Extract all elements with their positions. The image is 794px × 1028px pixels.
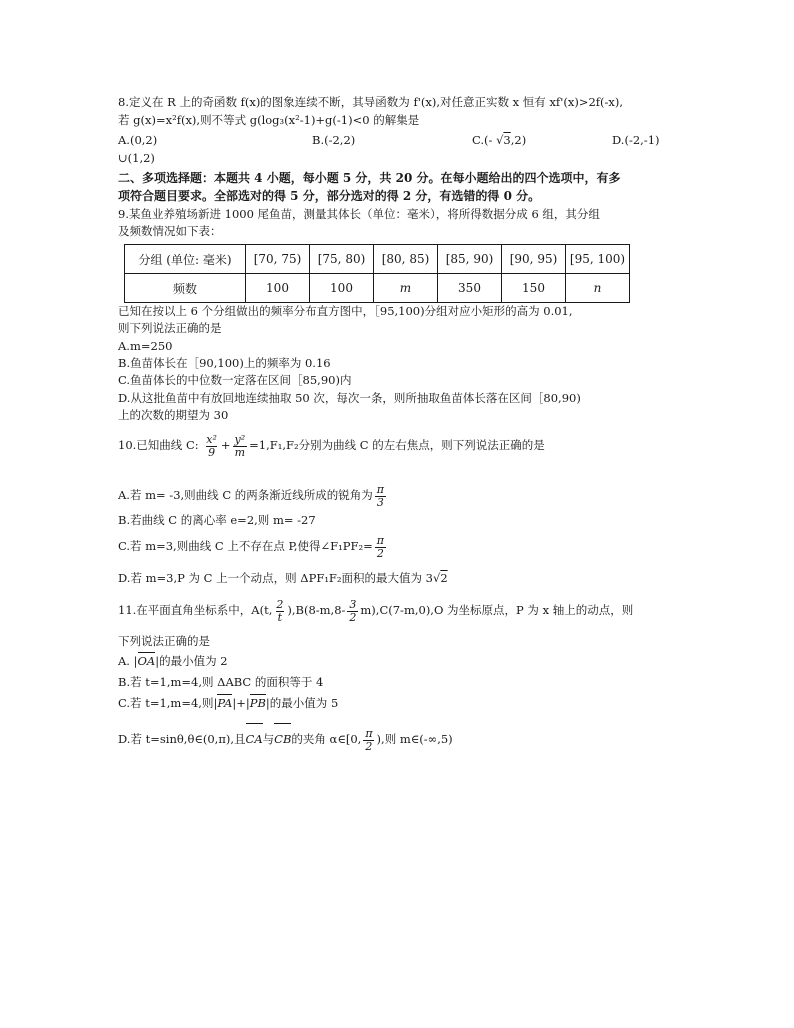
sqrt-icon: √ bbox=[433, 571, 441, 585]
fraction-2-over-t: $\frac{2}{t}$ bbox=[276, 597, 284, 624]
table-count-cell: n bbox=[566, 274, 630, 303]
q11-option-d-post: ),则 m∈(-∞,5) bbox=[376, 732, 453, 746]
table-group-cell: [70, 75) bbox=[246, 245, 310, 274]
q9-option-c: C.鱼苗体长的中位数一定落在区间［85,90)内 bbox=[118, 373, 352, 387]
q10-option-d bbox=[118, 570, 448, 586]
q10-option-b: B.若曲线 C 的离心率 e=2,则 m= -27 bbox=[118, 513, 316, 527]
table-row-groups bbox=[125, 245, 630, 274]
table-group-cell: [85, 90) bbox=[438, 245, 502, 274]
q11-mid: ),B(8-m,8- bbox=[287, 603, 346, 617]
q8-option-c-post: ,2) bbox=[510, 133, 527, 147]
section2-line1: 二、多项选择题：本题共 4 小题，每小题 5 分，共 20 分。在每小题给出的四个选项中，有多 bbox=[118, 171, 621, 185]
q8-option-d-cont: ∪(1,2) bbox=[118, 151, 155, 165]
q9-line3: 已知在按以上 6 个分组做出的频率分布直方图中，［95,100)分组对应小矩形的高为 0.01, bbox=[118, 304, 573, 318]
q9-option-b: B.鱼苗体长在［90,100)上的频率为 0.16 bbox=[118, 356, 331, 370]
q9-line4: 则下列说法正确的是 bbox=[118, 321, 222, 335]
q10-post: =1,F₁,F₂分别为曲线 C 的左右焦点，则下列说法正确的是 bbox=[249, 438, 545, 452]
q11-option-a-pre: A. | bbox=[118, 654, 138, 668]
q11-option-d-mid: 与 bbox=[262, 732, 275, 746]
table-count-cell: 350 bbox=[438, 274, 502, 303]
q11-line2: 下列说法正确的是 bbox=[118, 634, 210, 648]
q10-option-d-radicand: 2 bbox=[440, 571, 448, 585]
table-count-label: 频数 bbox=[125, 274, 246, 303]
q10-stem bbox=[118, 430, 545, 460]
fraction-3-over-2: $\frac{3}{2}$ bbox=[349, 597, 357, 624]
fraction-pi-over-3: $\frac{\pi}{3}$ bbox=[376, 482, 385, 509]
frequency-table bbox=[124, 244, 630, 303]
q8-line2: 若 g(x)=x²f(x),则不等式 g(log₃(x²-1)+g(-1)<0 的解集是 bbox=[118, 113, 420, 127]
q9-option-d-line1: D.从这批鱼苗中有放回地连续抽取 50 次，每次一条，则所抽取鱼苗体长落在区间［80,90) bbox=[118, 391, 581, 405]
q11-stem bbox=[118, 594, 633, 626]
q8-option-a: A.(0,2) bbox=[118, 133, 158, 147]
q8-line1: 8.定义在 R 上的奇函数 f(x)的图象连续不断，其导函数为 f'(x),对任意正实数 x 恒有 xf'(x)>2f(-x), bbox=[118, 95, 624, 109]
table-count-cell: 100 bbox=[246, 274, 310, 303]
q10-option-c bbox=[118, 531, 388, 561]
fraction-y2-over-m: $\frac{\text{y²}}{m}$ bbox=[234, 432, 246, 459]
table-group-cell: [95, 100) bbox=[566, 245, 630, 274]
table-header-label: 分组 (单位: 毫米) bbox=[125, 245, 246, 274]
q11-option-c-pre: C.若 t=1,m=4,则| bbox=[118, 696, 218, 710]
vector-pb: PB bbox=[249, 696, 266, 710]
q10-option-a-text: A.若 m= -3,则曲线 C 的两条渐近线所成的锐角为 bbox=[118, 488, 373, 502]
vector-cb: CB bbox=[274, 724, 291, 754]
table-row-counts bbox=[125, 274, 630, 303]
vector-pa: PA bbox=[217, 696, 233, 710]
q10-option-c-text: C.若 m=3,则曲线 C 上不存在点 P,使得∠F₁PF₂= bbox=[118, 539, 373, 553]
table-count-cell: m bbox=[374, 274, 438, 303]
q8-option-d: D.(-2,-1) bbox=[612, 133, 660, 147]
q8-option-c-pre: C.(- bbox=[472, 133, 493, 147]
q11-option-d bbox=[118, 724, 453, 754]
q9-line2: 及频数情况如下表： bbox=[118, 224, 222, 238]
vector-ca: CA bbox=[246, 724, 263, 754]
section2-line2: 项符合题目要求。全部选对的得 5 分，部分选对的得 2 分，有选错的得 0 分。 bbox=[118, 189, 541, 203]
q11-option-a-post: |的最小值为 2 bbox=[155, 654, 228, 668]
fraction-x2-over-9: $\frac{\text{x²}}{9}$ bbox=[206, 432, 217, 459]
q9-option-d-line2: 上的次数的期望为 30 bbox=[118, 408, 229, 422]
q9-option-a: A.m=250 bbox=[118, 339, 173, 353]
fraction-pi-over-2: $\frac{\pi}{2}$ bbox=[365, 726, 373, 753]
vector-oa: OA bbox=[137, 654, 156, 668]
q11-pre: 11.在平面直角坐标系中，A(t, bbox=[118, 603, 273, 617]
q11-option-b: B.若 t=1,m=4,则 ΔABC 的面积等于 4 bbox=[118, 675, 324, 689]
q9-line1: 9.某鱼业养殖场新进 1000 尾鱼苗，测量其体长（单位：毫米），将所得数据分成 6 组，其分组 bbox=[118, 207, 600, 221]
q10-plus: + bbox=[220, 438, 231, 452]
q10-option-a bbox=[118, 480, 388, 510]
q10-pre: 10.已知曲线 C: bbox=[118, 438, 199, 452]
q11-post: m),C(7-m,0),O 为坐标原点，P 为 x 轴上的动点，则 bbox=[360, 603, 634, 617]
q11-option-c-post: |的最小值为 5 bbox=[265, 696, 339, 710]
table-group-cell: [80, 85) bbox=[374, 245, 438, 274]
q8-option-b: B.(-2,2) bbox=[312, 133, 356, 147]
q10-option-d-text: D.若 m=3,P 为 C 上一个动点，则 ΔPF₁F₂面积的最大值为 3 bbox=[118, 571, 433, 585]
fraction-pi-over-2: $\frac{\pi}{2}$ bbox=[376, 533, 384, 560]
q11-option-a bbox=[118, 653, 228, 669]
sqrt-icon: √ bbox=[496, 133, 504, 147]
table-count-cell: 100 bbox=[310, 274, 374, 303]
q8-option-c bbox=[472, 132, 526, 148]
q11-option-d-pre: D.若 t=sinθ,θ∈(0,π),且 bbox=[118, 732, 246, 746]
table-count-cell: 150 bbox=[502, 274, 566, 303]
table-group-cell: [75, 80) bbox=[310, 245, 374, 274]
table-group-cell: [90, 95) bbox=[502, 245, 566, 274]
q11-option-c-mid: |+| bbox=[232, 696, 250, 710]
q8-option-c-radicand: 3 bbox=[503, 133, 511, 147]
q11-option-d-mid2: 的夹角 α∈[0, bbox=[291, 732, 362, 746]
q11-option-c bbox=[118, 695, 338, 711]
